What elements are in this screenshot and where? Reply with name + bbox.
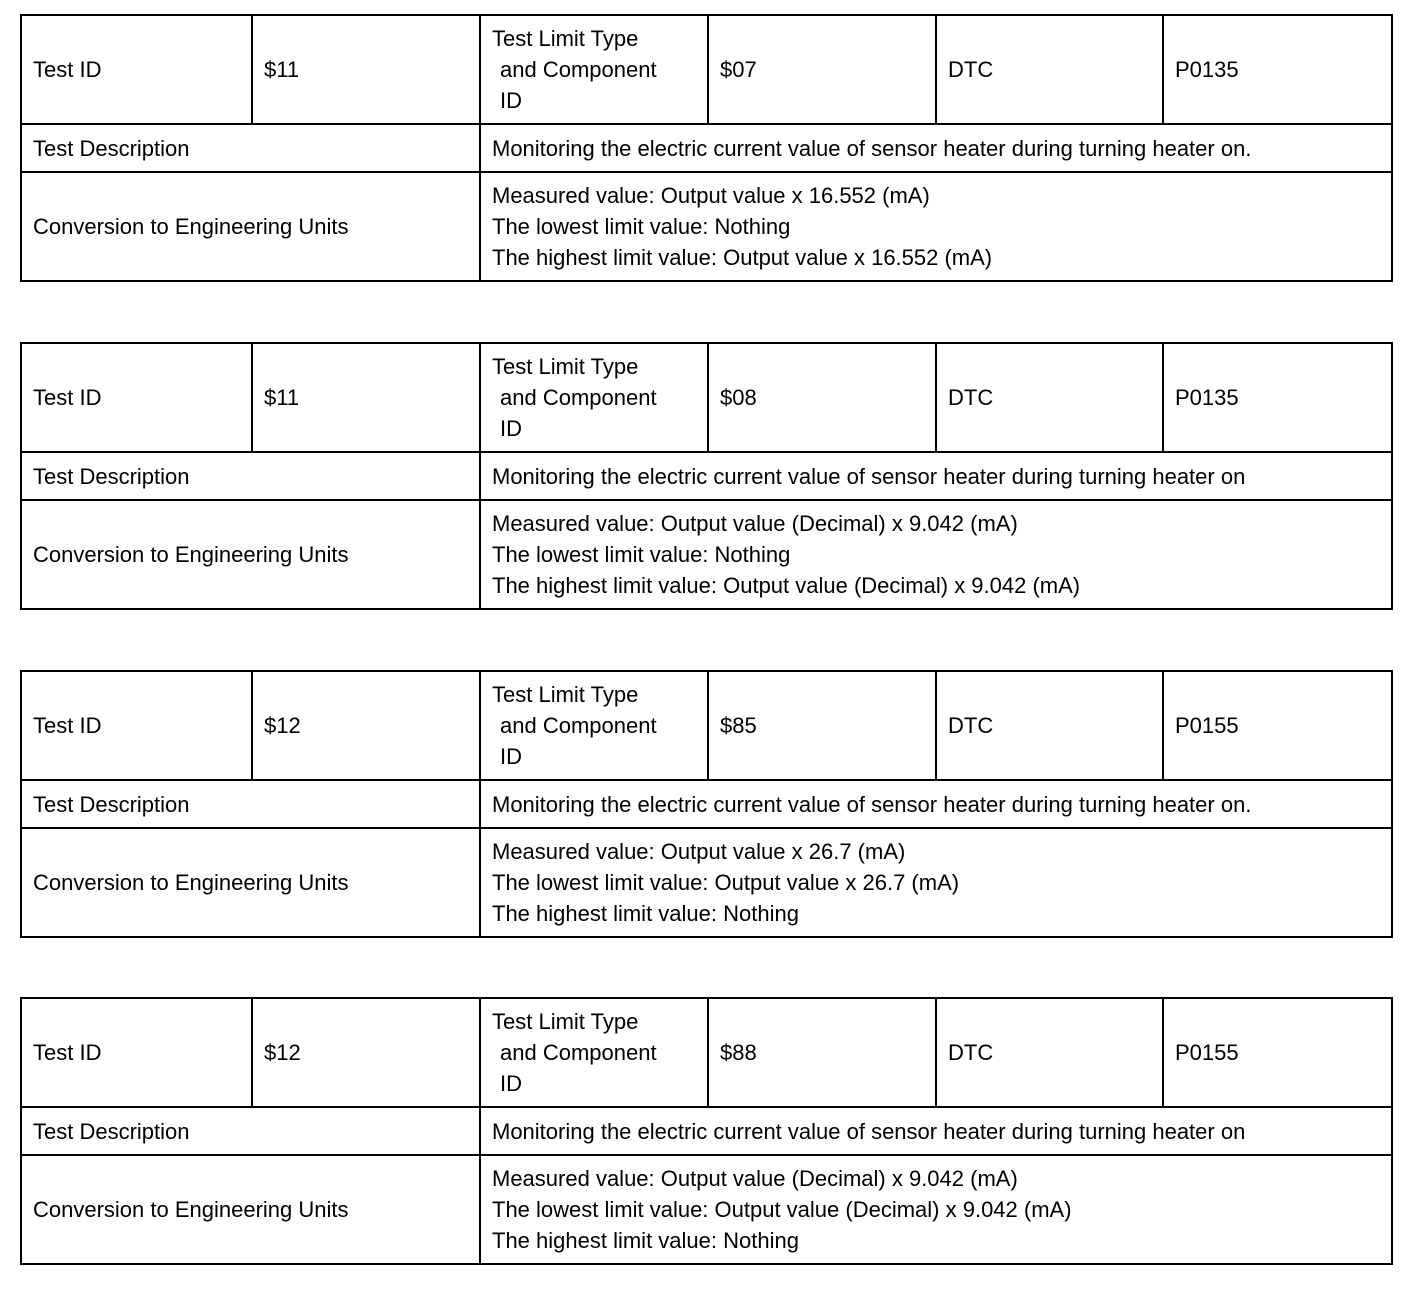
highest-limit-line: The highest limit value: Nothing [492,901,799,926]
description-row [21,1107,1392,1155]
limit-type-label [480,671,708,780]
test-description-label: Test Description [21,124,480,172]
test-id-label: Test ID [21,343,252,452]
test-id-value: $11 [252,343,480,452]
test-description-value: Monitoring the electric current value of sensor heater during turning heater on. [480,780,1392,828]
limit-type-label-line: Test Limit Type [492,26,639,51]
limit-type-label-line: Test Limit Type [492,682,639,707]
limit-type-label-line: and Component [500,1040,657,1065]
conversion-label: Conversion to Engineering Units [21,500,480,609]
highest-limit-line: The highest limit value: Output value x 16.552 (mA) [492,245,993,270]
test-spec-table [20,997,1393,1265]
lowest-limit-line: The lowest limit value: Output value (Decimal) x 9.042 (mA) [492,1197,1072,1222]
conversion-label: Conversion to Engineering Units [21,172,480,281]
limit-type-value: $88 [708,998,936,1107]
measured-value-line: Measured value: Output value x 16.552 (mA) [492,183,930,208]
lowest-limit-line: The lowest limit value: Nothing [492,214,791,239]
test-spec-table [20,14,1393,282]
test-id-value: $12 [252,998,480,1107]
highest-limit-line: The highest limit value: Nothing [492,1228,799,1253]
test-description-value: Monitoring the electric current value of sensor heater during turning heater on. [480,124,1392,172]
measured-value-line: Measured value: Output value (Decimal) x 9.042 (mA) [492,1166,1018,1191]
test-description-label: Test Description [21,1107,480,1155]
measured-value-line: Measured value: Output value (Decimal) x 9.042 (mA) [492,511,1018,536]
limit-type-label-line: ID [500,416,522,441]
description-row [21,780,1392,828]
conversion-label: Conversion to Engineering Units [21,1155,480,1264]
limit-type-label-line: Test Limit Type [492,354,639,379]
test-spec-table [20,342,1393,610]
limit-type-label-line: and Component [500,385,657,410]
limit-type-label [480,15,708,124]
description-row [21,452,1392,500]
test-description-value: Monitoring the electric current value of sensor heater during turning heater on [480,1107,1392,1155]
lowest-limit-line: The lowest limit value: Output value x 26.7 (mA) [492,870,960,895]
dtc-value: P0135 [1163,15,1392,124]
conversion-value [480,172,1392,281]
test-description-label: Test Description [21,452,480,500]
conversion-label: Conversion to Engineering Units [21,828,480,937]
test-description-value: Monitoring the electric current value of sensor heater during turning heater on [480,452,1392,500]
dtc-value: P0135 [1163,343,1392,452]
measured-value-line: Measured value: Output value x 26.7 (mA) [492,839,906,864]
limit-type-label-line: ID [500,88,522,113]
limit-type-label-line: ID [500,744,522,769]
conversion-row [21,172,1392,281]
test-id-label: Test ID [21,671,252,780]
test-description-label: Test Description [21,780,480,828]
test-spec-table [20,670,1393,938]
test-id-value: $12 [252,671,480,780]
dtc-value: P0155 [1163,671,1392,780]
limit-type-value: $08 [708,343,936,452]
header-row [21,15,1392,124]
limit-type-label-line: ID [500,1071,522,1096]
dtc-label: DTC [936,15,1163,124]
dtc-value: P0155 [1163,998,1392,1107]
limit-type-label [480,998,708,1107]
header-row [21,671,1392,780]
conversion-row [21,500,1392,609]
limit-type-value: $07 [708,15,936,124]
limit-type-label-line: Test Limit Type [492,1009,639,1034]
conversion-row [21,828,1392,937]
test-id-value: $11 [252,15,480,124]
header-row [21,343,1392,452]
conversion-value [480,500,1392,609]
header-row [21,998,1392,1107]
conversion-value [480,828,1392,937]
limit-type-value: $85 [708,671,936,780]
description-row [21,124,1392,172]
lowest-limit-line: The lowest limit value: Nothing [492,542,791,567]
test-id-label: Test ID [21,15,252,124]
highest-limit-line: The highest limit value: Output value (Decimal) x 9.042 (mA) [492,573,1081,598]
limit-type-label-line: and Component [500,713,657,738]
dtc-label: DTC [936,998,1163,1107]
dtc-label: DTC [936,671,1163,780]
test-id-label: Test ID [21,998,252,1107]
limit-type-label-line: and Component [500,57,657,82]
conversion-value [480,1155,1392,1264]
conversion-row [21,1155,1392,1264]
dtc-label: DTC [936,343,1163,452]
limit-type-label [480,343,708,452]
